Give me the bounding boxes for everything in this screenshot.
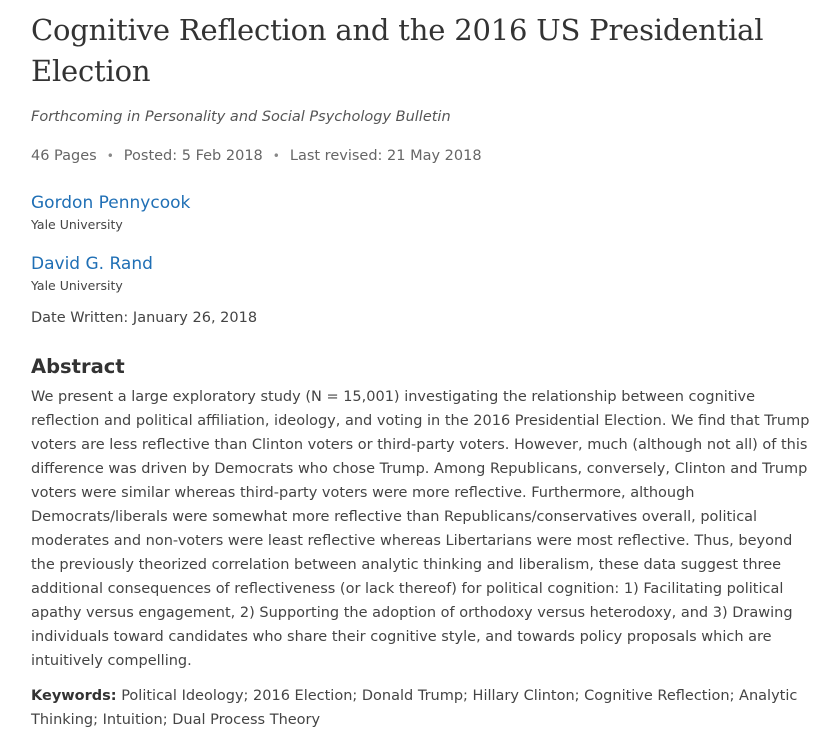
keywords: [31, 684, 816, 732]
author-affiliation: Yale University: [31, 217, 123, 232]
meta-separator: •: [272, 149, 280, 163]
author-affiliation: Yale University: [31, 278, 123, 293]
posted-date: Posted: 5 Feb 2018: [123, 148, 263, 164]
keywords-label: Keywords:: [31, 688, 117, 704]
paper-meta: [31, 146, 821, 166]
abstract-text: We present a large exploratory study (N = 15,001) investigating the relationship between cognitive reflection and political affiliation, ideology, and voting in the 2016 Presidential Election. We find that Trump voters are less reflective than Clinton voters or third-party voters. However, much (although not all) of this difference was driven by Democrats who chose Trump. Among Republicans, conversely, Clinton and Trump voters were similar whereas third-party voters were more reflective. Furthermore, although Democrats/liberals were somewhat more reflective than Republicans/conservatives overall, political moderates and non-voters were least reflective whereas Libertarians were most reflective. Thus, beyond the previously theorized correlation between analytic thinking and liberalism, these data suggest three additional consequences of reflectiveness (or lack thereof) for political cognition: 1) Facilitating political apathy versus engagement, 2) Supporting the adoption of orthodoxy versus heterodoxy, and 3) Drawing individuals toward candidates who share their cognitive style, and towards policy proposals which are intuitively compelling.: [31, 389, 810, 669]
journal-note: Forthcoming in Personality and Social Psychology Bulletin: [31, 109, 451, 125]
author-block: [31, 253, 821, 295]
author-link-rand[interactable]: David G. Rand: [31, 254, 153, 274]
abstract-heading: Abstract: [31, 355, 125, 378]
meta-separator: •: [106, 149, 114, 163]
author-link-pennycook[interactable]: Gordon Pennycook: [31, 193, 191, 213]
page-count: 46 Pages: [31, 148, 97, 164]
paper-title: Cognitive Reflection and the 2016 US Presidential Election: [31, 13, 764, 88]
last-revised-date: Last revised: 21 May 2018: [289, 148, 482, 164]
date-written: Date Written: January 26, 2018: [31, 310, 258, 326]
keywords-list: Political Ideology; 2016 Election; Donald Trump; Hillary Clinton; Cognitive Reflection; Analytic Thinking; Intuition; Dual Process Theory: [31, 688, 798, 728]
author-block: [31, 192, 821, 234]
